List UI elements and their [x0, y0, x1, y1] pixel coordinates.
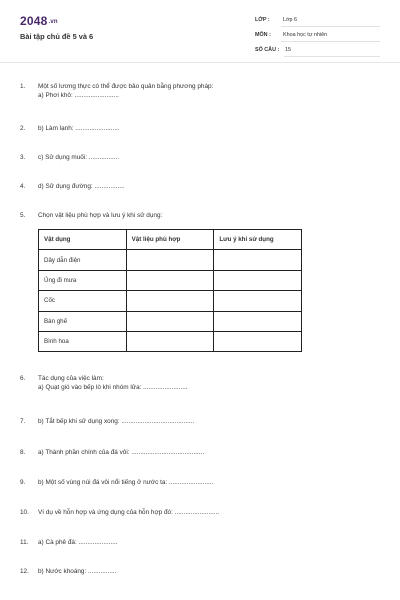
table-row — [39, 250, 302, 270]
question-number: 12. — [20, 568, 29, 575]
question-text: b) Một số vùng núi đá vôi nổi tiếng ở nước ta: ......................... — [38, 479, 214, 486]
logo-suffix: .vn — [48, 19, 58, 25]
question-text: Ví dụ về hỗn hợp và ứng dụng của hỗn hợp đó: ......................... — [38, 509, 220, 516]
question-number: 9. — [20, 479, 26, 486]
table-cell: Bình hoa — [39, 331, 127, 351]
question-number: 10. — [20, 509, 29, 516]
question-text: c) Sử dụng muối: ................. — [38, 154, 119, 161]
question-text: b) Nước khoáng: ................ — [38, 568, 117, 575]
table-header-row — [39, 230, 302, 250]
table-cell[interactable] — [126, 270, 214, 290]
brand-logo[interactable] — [20, 14, 58, 28]
question-text: a) Quạt gió vào bếp lò khi nhóm lửa: ......................... — [38, 384, 188, 391]
meta-value: Khoa học tự nhiên — [283, 32, 328, 38]
materials-table — [38, 229, 302, 352]
meta-underline — [281, 41, 380, 42]
question-number: 6. — [20, 375, 26, 382]
table-cell: Dây dẫn điện — [39, 250, 127, 270]
question-number: 1. — [20, 83, 26, 90]
question-number: 5. — [20, 212, 26, 219]
table-cell[interactable] — [126, 291, 214, 311]
question-number: 3. — [20, 154, 26, 161]
meta-underline — [281, 26, 380, 27]
table-header-cell: Lưu ý khi sử dụng — [214, 230, 302, 250]
table-cell[interactable] — [126, 250, 214, 270]
table-row — [39, 311, 302, 331]
table-row — [39, 291, 302, 311]
table-cell: Ủng đi mưa — [39, 270, 127, 290]
question-text: Tác dụng của việc làm: — [38, 375, 104, 382]
question-number: 4. — [20, 183, 26, 190]
table-cell[interactable] — [214, 291, 302, 311]
question-text: Một số lương thực có thể được bảo quản bằng phương pháp: — [38, 83, 214, 90]
question-number: 11. — [20, 539, 29, 546]
table-cell[interactable] — [214, 331, 302, 351]
question-number: 2. — [20, 125, 26, 132]
table-row — [39, 331, 302, 351]
meta-underline — [284, 56, 380, 57]
meta-label: LỚP : — [255, 17, 270, 23]
meta-label: MÔN : — [255, 32, 271, 38]
question-text: b) Tắt bếp khi sử dụng xong: ......................................... — [38, 418, 195, 425]
table-cell[interactable] — [126, 331, 214, 351]
question-number: 8. — [20, 449, 26, 456]
table-header-cell: Vật liệu phù hợp — [126, 230, 214, 250]
table-cell: Bàn ghế — [39, 311, 127, 331]
meta-label: SỐ CÂU : — [255, 47, 280, 53]
table-cell[interactable] — [214, 250, 302, 270]
question-number: 7. — [20, 418, 26, 425]
table-cell[interactable] — [126, 311, 214, 331]
question-text: a) Thành phần chính của đá vôi: ......................................... — [38, 449, 205, 456]
question-text: a) Cà phê đá: ...................... — [38, 539, 118, 546]
question-text: Chọn vật liệu phù hợp và lưu ý khi sử dụng: — [38, 212, 163, 219]
header-divider — [0, 62, 400, 63]
table-cell: Cốc — [39, 291, 127, 311]
table-cell[interactable] — [214, 311, 302, 331]
page-title: Bài tập chủ đề 5 và 6 — [20, 32, 94, 41]
logo-text: 2048 — [20, 14, 48, 28]
table-cell[interactable] — [214, 270, 302, 290]
question-text: b) Làm lạnh: ......................... — [38, 125, 120, 132]
meta-value: Lớp 6 — [283, 17, 298, 23]
table-header-cell: Vật dụng — [39, 230, 127, 250]
question-text: a) Phơi khô: ......................... — [38, 92, 119, 99]
table-row — [39, 270, 302, 290]
meta-value: 15 — [285, 47, 291, 53]
question-text: d) Sử dụng đường: ................. — [38, 183, 125, 190]
